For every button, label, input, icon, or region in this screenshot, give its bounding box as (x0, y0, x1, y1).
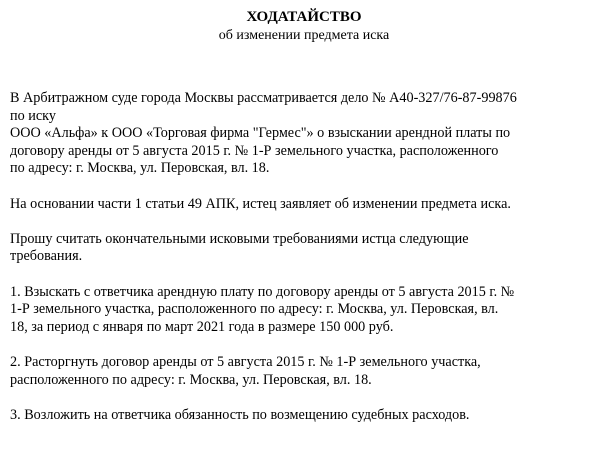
claim-item-1 (10, 284, 590, 337)
text-line: В Арбитражном суде города Москвы рассматривается дело № А40-327/76-87-99876 (10, 90, 517, 106)
text-line: договору аренды от 5 августа 2015 г. № 1-Р земельного участка, расположенного (10, 142, 499, 159)
text-line: ООО «Альфа» к ООО «Торговая фирма "Гермес"» о взыскании арендной платы по (10, 125, 511, 142)
document-subtitle: об изменении предмета иска (218, 28, 390, 43)
text-line: 1. Взыскать с ответчика арендную плату по договору аренды от 5 августа 2015 г. № (10, 283, 515, 300)
text-line: 1-Р земельного участка, расположенного по адресу: г. Москва, ул. Перовская, вл. (10, 301, 499, 318)
text-line: по адресу: г. Москва, ул. Перовская, вл. 18. (10, 160, 270, 177)
request-paragraph (10, 231, 590, 266)
text-line: расположенного по адресу: г. Москва, ул. Перовская, вл. 18. (10, 371, 372, 388)
case-paragraph (10, 90, 590, 178)
text-line: требования. (10, 248, 83, 265)
text-line: На основании части 1 статьи 49 АПК, истец заявляет об изменении предмета иска. (10, 195, 511, 212)
text-line: по иску (10, 107, 56, 124)
document (10, 8, 590, 442)
text-line: 2. Расторгнуть договор аренды от 5 августа 2015 г. № 1-Р земельного участка, (10, 353, 481, 370)
claim-item-2 (10, 354, 590, 389)
text-line: Прошу считать окончательными исковыми требованиями истца следующие (10, 230, 469, 247)
basis-paragraph (10, 196, 590, 214)
claim-item-3 (10, 407, 590, 425)
text-line: 18, за период с января по март 2021 года в размере 150 000 руб. (10, 318, 394, 335)
text-line: 3. Возложить на ответчика обязанность по возмещению судебных расходов. (10, 406, 470, 423)
document-title: ХОДАТАЙСТВО (246, 9, 362, 25)
